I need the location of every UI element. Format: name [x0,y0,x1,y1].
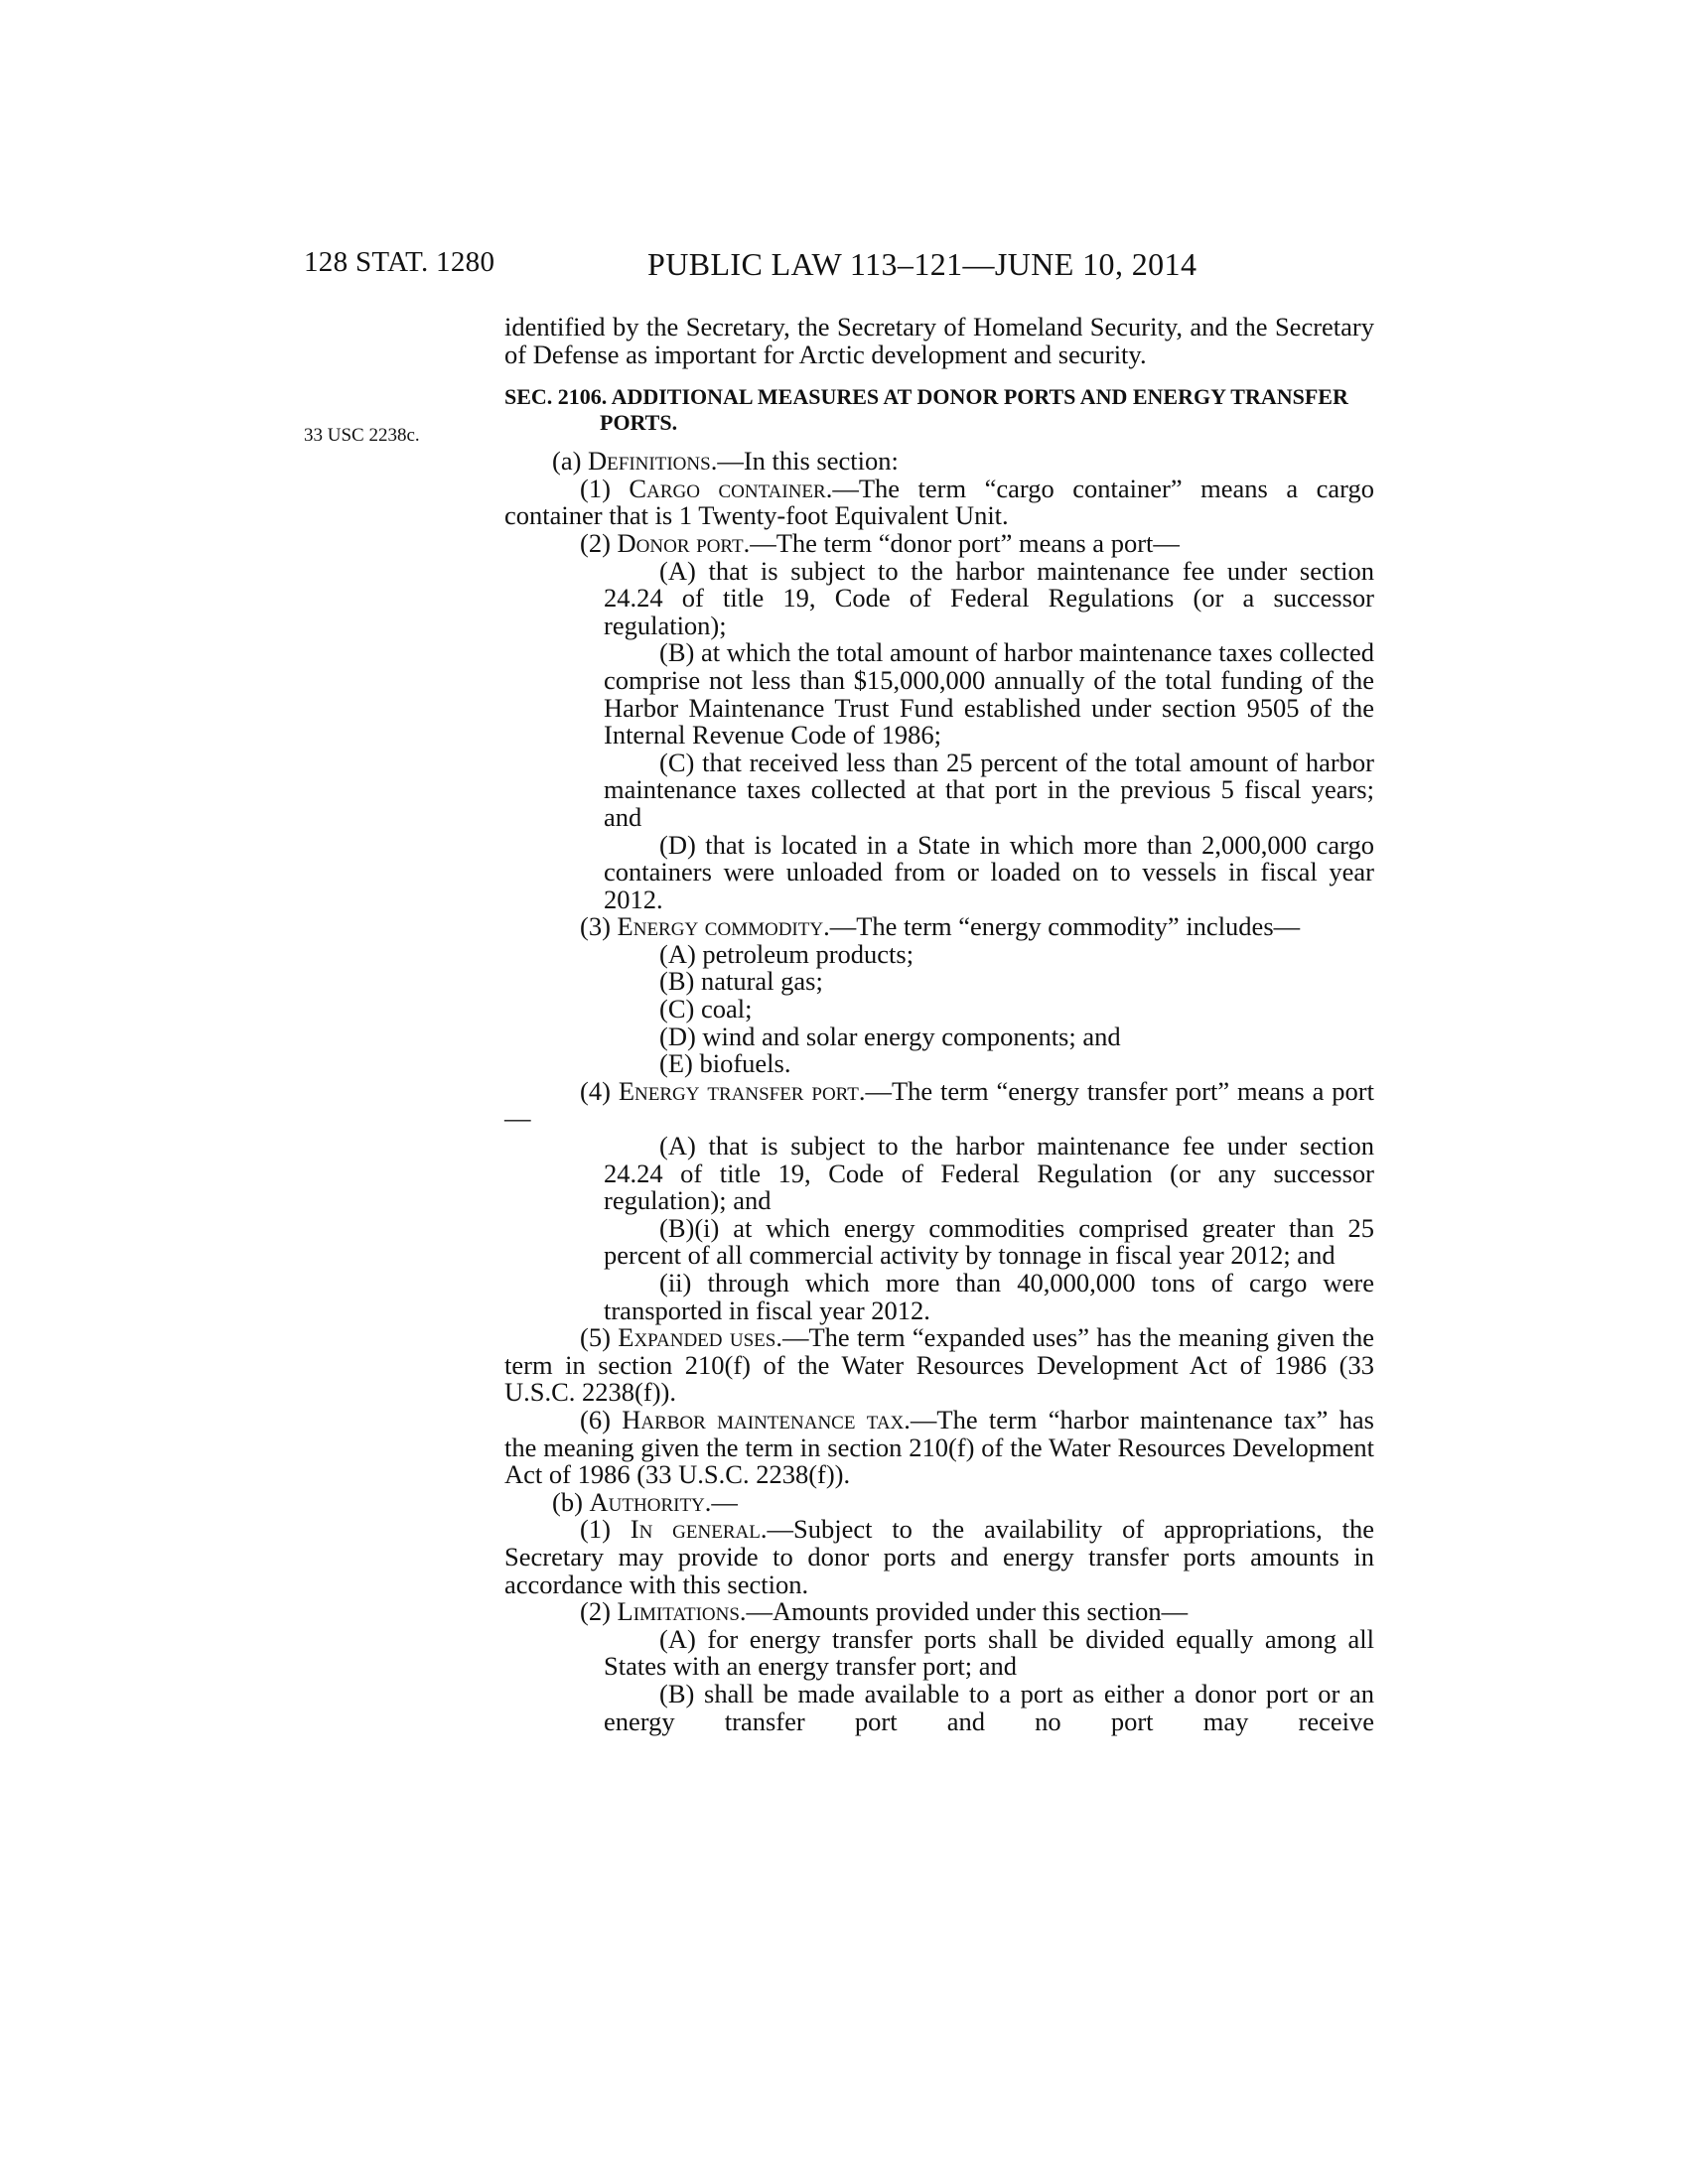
clause-a3-A: (A) petroleum products; [659,938,914,969]
paragraph-a2-text: .—The term “donor port” means a port— [743,527,1180,558]
clause-a3-B: (B) natural gas; [659,966,823,997]
paragraph-b1-text: .—Subject to the availability of appropriations, the Secretary may provide to donor ports and energy transfer ports amounts in accordance with this section. [504,1514,1374,1599]
statute-citation: 128 STAT. 1280 [304,246,495,278]
paragraph-b2 [504,1598,1374,1626]
clause-b2-A: (A) for energy transfer ports shall be divided equally among all States with an energy transfer port; and [604,1623,1374,1682]
carryover-paragraph: identified by the Secretary, the Secretary of Homeland Security, and the Secretary of Defense as important for Arctic development and security. [504,312,1374,369]
paragraph-a4-heading: Energy transfer port [618,1075,859,1106]
paragraph-a5 [504,1324,1374,1407]
paragraph-a4 [504,1075,1374,1134]
paragraph-a1-heading: Cargo container [629,473,826,503]
subsection-b-heading: Authority [589,1486,705,1517]
clause-a3-D: (D) wind and solar energy components; and [659,1021,1121,1051]
paragraph-a3-text: .—The term “energy commodity” includes— [823,911,1301,942]
clause-b2-B: (B) shall be made available to a port as either a donor port or an energy transfer port and no port may receive [604,1678,1374,1736]
paragraph-a2-label: (2) [580,527,618,558]
paragraph-a2 [504,527,1374,558]
paragraph-b2-text: .—Amounts provided under this section— [739,1596,1189,1627]
section-heading: SEC. 2106. ADDITIONAL MEASURES AT DONOR PORTS AND ENERGY TRANSFER PORTS. [504,384,1348,436]
paragraph-b1-heading: In general [630,1514,761,1545]
paragraph-a5-heading: Expanded uses [618,1322,776,1353]
subsection-b-label: (b) [552,1486,590,1517]
paragraph-a6 [504,1404,1374,1490]
page-header [304,246,1376,286]
clause-a4-ii: (ii) through which more than 40,000,000 tons of cargo were transported in fiscal year 2012. [604,1268,1374,1325]
paragraph-a3-heading: Energy commodity [617,911,824,942]
clause-a4-A: (A) that is subject to the harbor maintenance fee under section 24.24 of title 19, Code of Federal Regulation (or any successor regulation); and [604,1131,1374,1216]
subsection-b [504,1486,1374,1517]
running-head: PUBLIC LAW 113–121—JUNE 10, 2014 [647,246,1197,282]
clause-a2-C: (C) that received less than 25 percent of the total amount of harbor maintenance taxes collected at that port in the previous 5 fiscal years; and [604,747,1374,832]
paragraph-a2-heading: Donor port [617,527,744,558]
statute-body [504,314,1374,1735]
paragraph-a4-text: .—The term “energy transfer port” means a port— [504,1075,1374,1134]
paragraph-a6-label: (6) [580,1404,623,1434]
subsection-b-text: .— [704,1486,738,1517]
paragraph-a5-text: .—The term “expanded uses” has the meaning given the term in section 210(f) of the Water Resources Development Act of 1986 (33 U.S.C. 2238(f)). [504,1322,1374,1408]
paragraph-b1-label: (1) [580,1514,631,1545]
clause-a3-E: (E) biofuels. [659,1048,791,1079]
paragraph-a4-label: (4) [580,1075,619,1106]
clause-a2-D: (D) that is located in a State in which more than 2,000,000 cargo containers were unloaded from or loaded on to vessels in fiscal year 2012. [604,829,1374,914]
paragraph-a6-text: .—The term “harbor maintenance tax” has the meaning given the term in section 210(f) of the Water Resources Development Act of 1986 (33 U.S.C. 2238(f)). [504,1404,1374,1490]
paragraph-b2-label: (2) [580,1596,618,1627]
subsection-a [504,448,1374,476]
subsection-a-heading: Definitions [588,446,711,477]
paragraph-a3 [504,913,1374,941]
clause-a4-Bi: (B)(i) at which energy commodities comprised greater than 25 percent of all commercial activity by tonnage in fiscal year 2012; and [604,1212,1374,1271]
paragraph-a3-label: (3) [580,911,618,942]
clause-a3-C: (C) coal; [659,994,753,1024]
paragraph-b2-heading: Limitations [617,1596,740,1627]
clause-a2-B: (B) at which the total amount of harbor maintenance taxes collected comprise not less than $15,000,000 annually of the total funding of the Harbor Maintenance Trust Fund established under section 9505 of the Internal Revenue Code of 1986; [604,637,1374,751]
subsection-a-text: .—In this section: [710,446,899,477]
paragraph-a1-label: (1) [580,473,630,503]
paragraph-a1 [504,473,1374,531]
paragraph-a5-label: (5) [580,1322,619,1353]
paragraph-b1 [504,1516,1374,1598]
margin-note-usc: 33 USC 2238c. [304,425,420,446]
paragraph-a6-heading: Harbor maintenance tax [622,1404,905,1434]
clause-a2-A: (A) that is subject to the harbor maintenance fee under section 24.24 of title 19, Code of Federal Regulations (or a successor regulation); [604,555,1374,640]
paragraph-a1-text: .—The term “cargo container” means a cargo container that is 1 Twenty-foot Equivalent Unit. [504,473,1374,531]
subsection-a-label: (a) [552,446,589,477]
